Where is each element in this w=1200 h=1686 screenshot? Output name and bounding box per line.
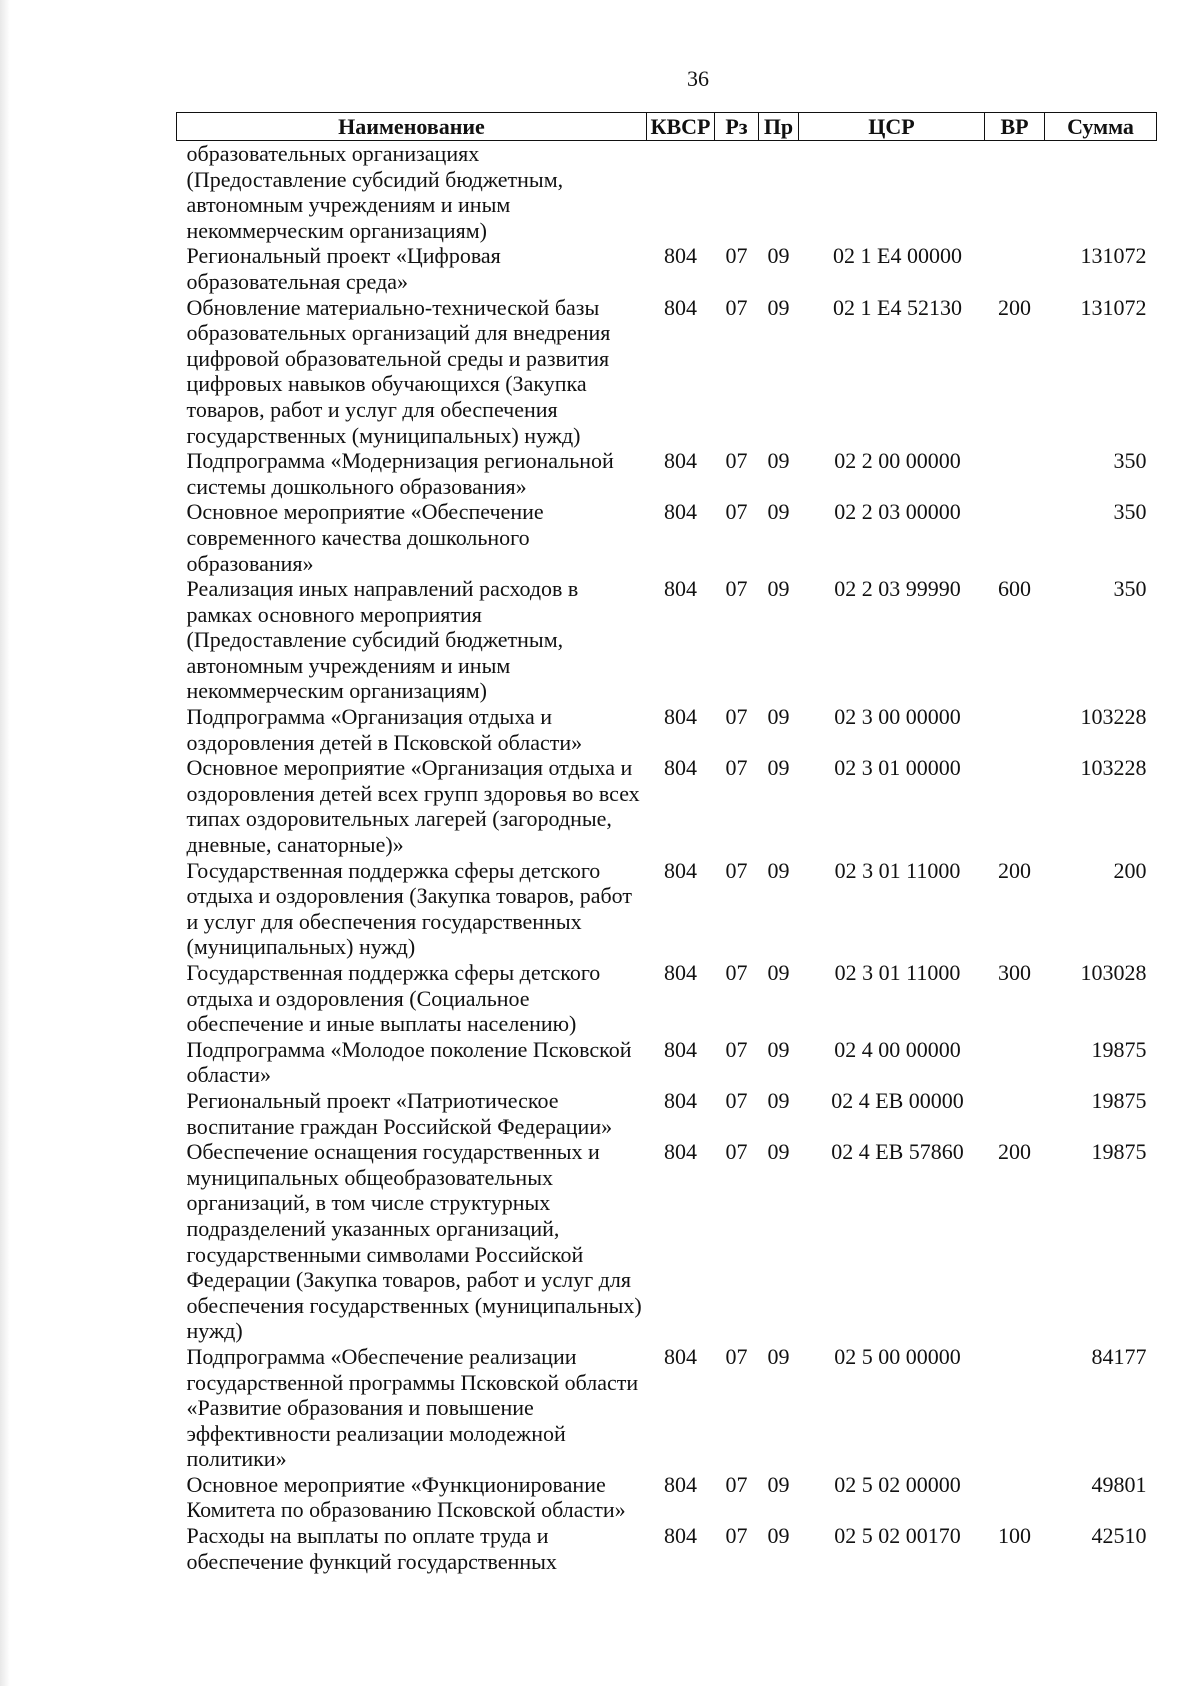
row-sum: 19875 — [1091, 1087, 1147, 1113]
table-row — [177, 1037, 1157, 1088]
row-vr — [985, 704, 1045, 755]
row-pr: 09 — [767, 243, 790, 269]
row-pr: 09 — [767, 704, 790, 730]
row-vr — [985, 243, 1045, 294]
row-name: Подпрограмма «Организация отдыха и оздоровления детей в Псковской области» — [186, 704, 583, 755]
row-vr — [985, 1088, 1045, 1139]
budget-table — [176, 112, 1157, 1574]
row-pr: 09 — [767, 755, 790, 781]
row-kvsr: 804 — [664, 1139, 697, 1165]
row-name: Подпрограмма «Модернизация региональной системы дошкольного образования» — [186, 448, 614, 499]
row-kvsr: 804 — [664, 576, 697, 602]
row-sum: 19875 — [1091, 1036, 1147, 1062]
row-sum — [1045, 141, 1157, 244]
row-vr — [985, 1037, 1045, 1088]
row-sum: 350 — [1113, 499, 1147, 525]
row-rz: 07 — [725, 704, 748, 730]
row-pr: 09 — [767, 1139, 790, 1165]
row-csr: 02 4 ЕВ 57860 — [831, 1139, 964, 1165]
row-pr: 09 — [767, 960, 790, 985]
row-vr — [985, 1344, 1045, 1472]
row-kvsr: 804 — [664, 1087, 697, 1113]
row-csr: 02 4 ЕВ 00000 — [831, 1087, 964, 1113]
row-csr: 02 3 01 11000 — [834, 857, 961, 883]
row-csr: 02 2 03 00000 — [834, 499, 961, 525]
row-rz: 07 — [725, 576, 748, 602]
row-rz: 07 — [725, 294, 748, 320]
row-name: Подпрограмма «Молодое поколение Псковской области» — [186, 1036, 632, 1088]
header-sum: Сумма — [1045, 113, 1157, 141]
row-vr: 200 — [998, 1139, 1031, 1165]
row-csr: 02 3 01 00000 — [834, 755, 961, 781]
scan-edge — [0, 0, 10, 1686]
row-pr: 09 — [767, 1036, 790, 1062]
row-name: Обеспечение оснащения государственных и муниципальных общеобразовательных организаций, в том числе структурных подразделений указанных организаций, государственными символами Российской Федерации (Закупка товаров, работ и услуг для обеспечения государственных (муниципальных) нужд) — [186, 1139, 642, 1344]
row-csr: 02 1 Е4 00000 — [833, 243, 962, 269]
row-rz: 07 — [725, 499, 748, 525]
row-pr: 09 — [767, 1471, 790, 1497]
row-kvsr: 804 — [664, 1036, 697, 1062]
row-name: Региональный проект «Патриотическое воспитание граждан Российской Федерации» — [186, 1087, 613, 1139]
row-sum: 19875 — [1091, 1139, 1147, 1165]
row-name: Расходы на выплаты по оплате труда и обеспечение функций государственных — [186, 1523, 557, 1574]
row-pr: 09 — [767, 448, 790, 474]
header-csr: ЦСР — [799, 113, 985, 141]
row-pr: 09 — [767, 857, 790, 883]
row-rz — [715, 141, 759, 244]
row-sum: 103228 — [1080, 704, 1147, 730]
header-kvsr: КВСР — [647, 113, 715, 141]
row-name: Обновление материально-технической базы образовательных организаций для внедрения цифровой образовательной среды и развития цифровых навыков обучающихся (Закупка товаров, работ и услуг для обеспечения государственных (муниципальных) нужд) — [186, 294, 611, 448]
row-name: Подпрограмма «Обеспечение реализации государственной программы Псковской области «Развитие образования и повышение эффективности реализации молодежной политики» — [186, 1343, 639, 1472]
row-pr: 09 — [767, 1523, 790, 1549]
table-row — [177, 755, 1157, 857]
row-sum: 103028 — [1080, 960, 1147, 985]
row-csr: 02 3 01 11000 — [834, 960, 961, 985]
row-kvsr: 804 — [664, 755, 697, 781]
row-rz: 07 — [725, 1343, 748, 1369]
table-row — [177, 858, 1157, 960]
row-name: Региональный проект «Цифровая образовательная среда» — [186, 243, 501, 294]
row-kvsr: 804 — [664, 960, 697, 985]
row-rz: 07 — [725, 1087, 748, 1113]
row-kvsr: 804 — [664, 243, 697, 269]
row-vr — [985, 499, 1045, 576]
row-name: Государственная поддержка сферы детского отдыха и оздоровления (Закупка товаров, работ и услуг для обеспечения государственных (муниципальных) нужд) — [186, 857, 632, 960]
row-rz: 07 — [725, 1139, 748, 1165]
row-sum: 200 — [1113, 857, 1147, 883]
table-row — [177, 576, 1157, 704]
row-vr — [985, 448, 1045, 499]
row-kvsr: 804 — [664, 1471, 697, 1497]
table-row — [177, 141, 1157, 244]
row-name: образовательных организациях (Предоставление субсидий бюджетным, автономным учреждениям и иным некоммерческим организациям) — [186, 141, 564, 243]
row-sum: 350 — [1113, 448, 1147, 474]
row-pr — [759, 141, 799, 244]
row-rz: 07 — [725, 1523, 748, 1549]
row-name: Основное мероприятие «Организация отдыха и оздоровления детей всех групп здоровья во всех типах оздоровительных лагерей (загородные, дневные, санаторные)» — [186, 755, 640, 858]
row-rz: 07 — [725, 1036, 748, 1062]
row-name: Реализация иных направлений расходов в рамках основного мероприятия (Предоставление субсидий бюджетным, автономным учреждениям и иным некоммерческим организациям) — [186, 576, 579, 704]
row-name: Основное мероприятие «Обеспечение современного качества дошкольного образования» — [186, 499, 544, 576]
row-kvsr: 804 — [664, 1343, 697, 1369]
row-vr: 100 — [998, 1523, 1031, 1549]
table-row — [177, 295, 1157, 449]
table-row — [177, 1344, 1157, 1472]
table-row — [177, 1139, 1157, 1344]
table-row — [177, 1088, 1157, 1139]
page-number: 36 — [687, 66, 709, 91]
row-csr — [799, 141, 985, 244]
row-pr: 09 — [767, 1343, 790, 1369]
row-vr: 300 — [998, 960, 1031, 985]
row-name: Государственная поддержка сферы детского отдыха и оздоровления (Социальное обеспечение и иные выплаты населению) — [186, 960, 601, 1037]
row-rz: 07 — [725, 857, 748, 883]
row-name: Основное мероприятие «Функционирование Комитета по образованию Псковской области» — [186, 1471, 626, 1523]
table-row — [177, 1472, 1157, 1523]
table-row — [177, 960, 1157, 1037]
row-rz: 07 — [725, 1471, 748, 1497]
row-sum: 131072 — [1080, 243, 1147, 269]
header-pr: Пр — [759, 113, 799, 141]
table-row — [177, 499, 1157, 576]
row-kvsr: 804 — [664, 1523, 697, 1549]
header-rz: Рз — [715, 113, 759, 141]
header-name: Наименование — [177, 113, 647, 141]
row-rz: 07 — [725, 755, 748, 781]
row-csr: 02 1 Е4 52130 — [833, 294, 962, 320]
row-vr: 200 — [998, 294, 1031, 320]
row-csr: 02 4 00 00000 — [834, 1036, 961, 1062]
row-csr: 02 3 00 00000 — [834, 704, 961, 730]
row-rz: 07 — [725, 960, 748, 985]
row-csr: 02 5 02 00000 — [834, 1471, 961, 1497]
row-csr: 02 5 00 00000 — [834, 1343, 961, 1369]
table-body — [177, 141, 1157, 1575]
table-row — [177, 704, 1157, 755]
row-kvsr: 804 — [664, 857, 697, 883]
row-sum: 84177 — [1091, 1343, 1147, 1369]
table-row — [177, 1523, 1157, 1574]
row-csr: 02 2 00 00000 — [834, 448, 961, 474]
table-row — [177, 448, 1157, 499]
row-kvsr — [647, 141, 715, 244]
row-pr: 09 — [767, 294, 790, 320]
row-pr: 09 — [767, 576, 790, 602]
row-pr: 09 — [767, 499, 790, 525]
row-rz: 07 — [725, 243, 748, 269]
row-kvsr: 804 — [664, 294, 697, 320]
row-sum: 350 — [1113, 576, 1147, 602]
row-rz: 07 — [725, 448, 748, 474]
row-vr — [985, 755, 1045, 857]
row-pr: 09 — [767, 1087, 790, 1113]
header-row — [177, 113, 1157, 141]
row-csr: 02 2 03 99990 — [834, 576, 961, 602]
table-row — [177, 243, 1157, 294]
row-sum: 42510 — [1091, 1523, 1147, 1549]
row-vr: 200 — [998, 857, 1031, 883]
row-csr: 02 5 02 00170 — [834, 1523, 961, 1549]
row-sum: 131072 — [1080, 294, 1147, 320]
row-kvsr: 804 — [664, 704, 697, 730]
row-vr — [985, 141, 1045, 244]
table-header — [177, 113, 1157, 141]
row-kvsr: 804 — [664, 499, 697, 525]
row-kvsr: 804 — [664, 448, 697, 474]
row-vr: 600 — [998, 576, 1031, 602]
header-vr: ВР — [985, 113, 1045, 141]
row-vr — [985, 1472, 1045, 1523]
row-sum: 103228 — [1080, 755, 1147, 781]
row-sum: 49801 — [1091, 1471, 1147, 1497]
